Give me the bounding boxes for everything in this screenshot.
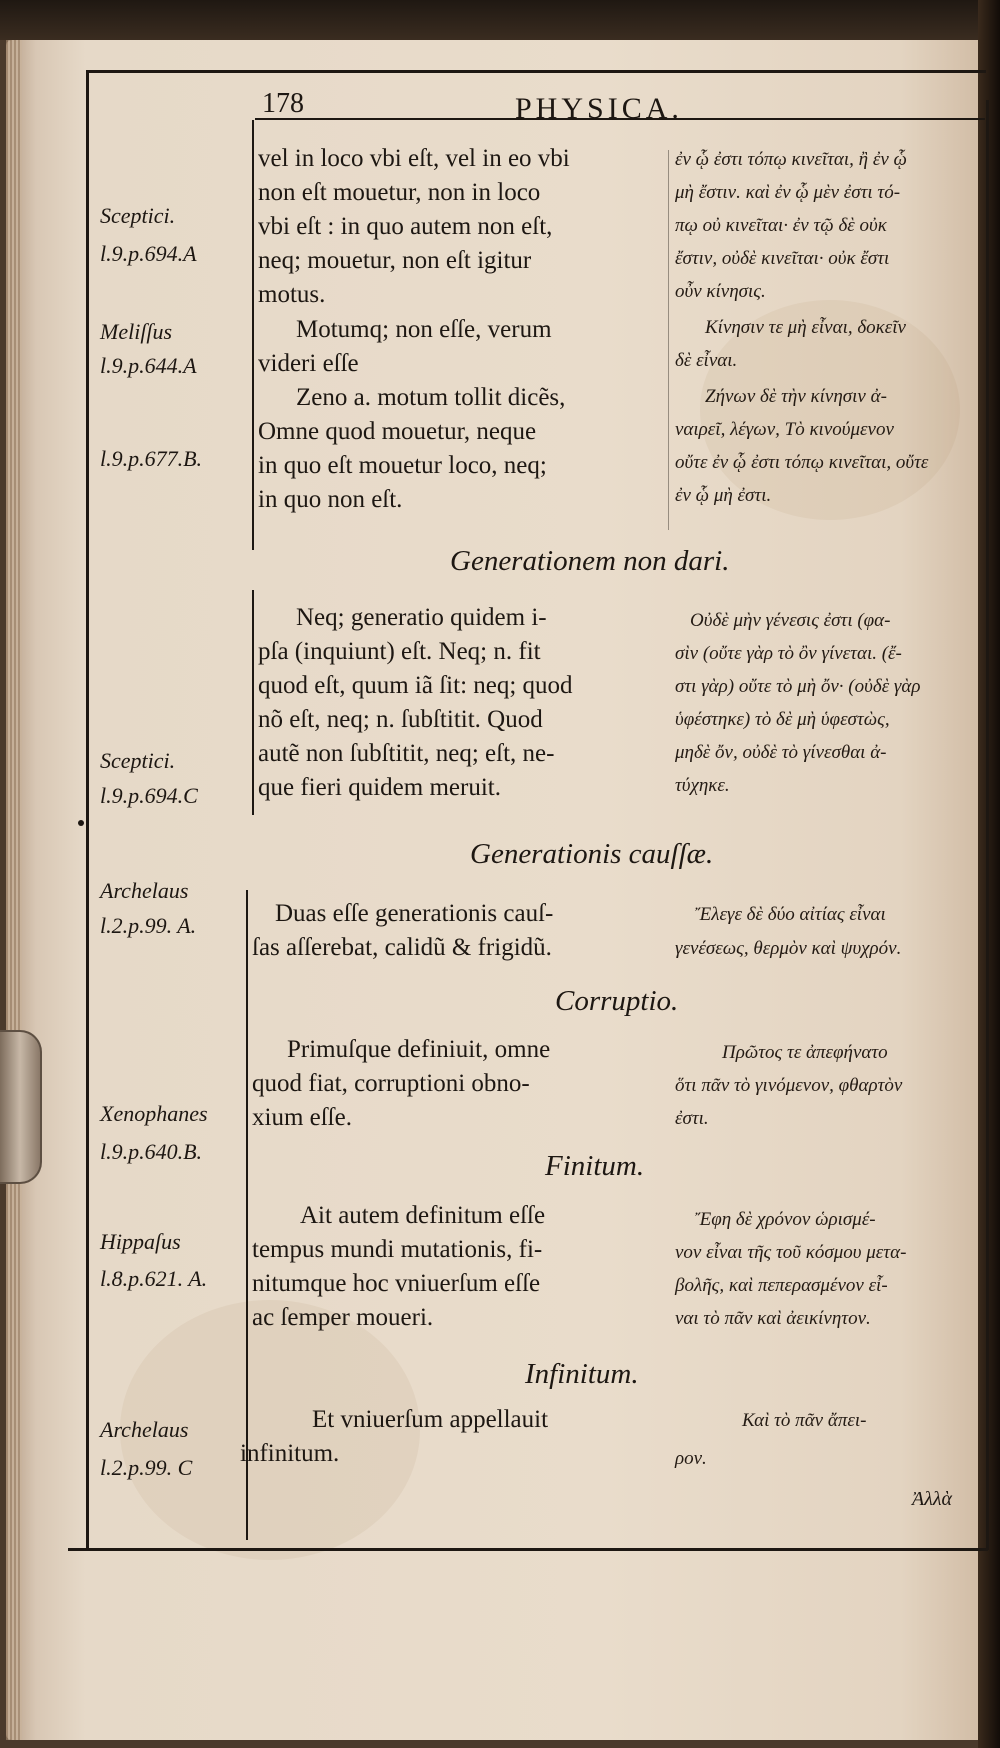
greek-line: ἔστιν, οὐδὲ κινεῖται· οὐκ ἔστι: [675, 248, 890, 269]
greek-line: Κίνησιν τε μὴ εἶναι, δοκεῖν: [705, 317, 906, 338]
latin-line: in quo non eſt.: [258, 486, 403, 513]
latin-line: Et vniuerſum appellauit: [312, 1406, 549, 1433]
greek-line: ὅτι πᾶν τὸ γινόμενον, φθαρτὸν: [675, 1075, 903, 1096]
margin-note: l.9.p.694.A: [100, 241, 197, 266]
greek-line: βολῆς, καὶ πεπερασμένον εἶ-: [675, 1275, 888, 1296]
latin-line: pſa (inquiunt) eſt. Neq; n. fit: [258, 638, 541, 665]
greek-line: ἐν ᾧ ἐστι τόπῳ κινεῖται, ἢ ἐν ᾧ: [675, 149, 907, 170]
latin-line: non eſt mouetur, non in loco: [258, 179, 541, 206]
latin-line: Omne quod mouetur, neque: [258, 418, 537, 445]
margin-note: l.2.p.99. C: [100, 1455, 193, 1480]
left-frame-rule: [86, 70, 89, 1550]
greek-line: σὶν (οὔτε γὰρ τὸ ὂν γίνεται. (ἔ-: [675, 643, 902, 664]
greek-line: Καὶ τὸ πᾶν ἄπει-: [742, 1410, 867, 1431]
latin-line: Primuſque definiuit, omne: [287, 1036, 551, 1063]
greek-line: ἐστι.: [675, 1108, 709, 1129]
latin-line: Zeno a. motum tollit dicẽs,: [296, 384, 566, 411]
latin-line: Neq; generatio quidem i-: [296, 604, 547, 631]
running-title: PHYSICA.: [515, 92, 683, 125]
margin-note: Xenophanes: [100, 1101, 208, 1126]
section-heading: Generationem non dari.: [450, 545, 730, 577]
latin-line: ac ſemper moueri.: [252, 1304, 434, 1331]
greek-line: ρον.: [675, 1448, 707, 1469]
greek-line: μὴ ἔστιν. καὶ ἐν ᾧ μὲν ἐστι τό-: [675, 182, 901, 203]
latin-line: in quo eſt mouetur loco, neq;: [258, 452, 547, 479]
page-edge: [6, 40, 22, 1740]
page-clip: [0, 1030, 42, 1184]
greek-line: ναιρεῖ, λέγων, Τὸ κινούμενον: [675, 419, 894, 440]
top-rule: [86, 70, 986, 73]
greek-line: Πρῶτος τε ἀπεφήνατο: [722, 1042, 888, 1063]
greek-line: τύχηκε.: [675, 775, 730, 796]
greek-line: ὑφέστηκε) τὸ δὲ μὴ ὑφεστὼς,: [675, 709, 890, 730]
greek-line: γενέσεως, θερμὸν καὶ ψυχρόν.: [675, 938, 902, 959]
greek-line: Ἔφη δὲ χρόνον ὡρισμέ-: [695, 1209, 876, 1230]
greek-line: πῳ οὐ κινεῖται· ἐν τῷ δὲ οὐκ: [675, 215, 887, 236]
latin-line: neq; mouetur, non eſt igitur: [258, 247, 532, 274]
greek-line: στι γὰρ) οὔτε τὸ μὴ ὄν· (οὐδὲ γὰρ: [675, 676, 921, 697]
catchword: Ἀλλὰ: [912, 1488, 953, 1510]
ink-dot: [78, 820, 84, 826]
greek-line: δὲ εἶναι.: [675, 350, 738, 371]
greek-line: ναι τὸ πᾶν καὶ ἀεικίνητον.: [675, 1308, 871, 1329]
section-heading: Corruptio.: [555, 985, 679, 1017]
right-frame-rule: [986, 100, 989, 1550]
greek-line: μηδὲ ὄν, οὐδὲ τὸ γίνεσθαι ἀ-: [675, 742, 887, 763]
margin-note: l.2.p.99. A.: [100, 913, 197, 938]
margin-note: Hippaſus: [100, 1229, 181, 1254]
latin-line: quod fiat, corruptioni obno-: [252, 1070, 530, 1097]
background-top: [0, 0, 1000, 40]
latin-line: Duas eſſe generationis cauſ-: [275, 900, 554, 927]
latin-line: tempus mundi mutationis, fi-: [252, 1236, 543, 1263]
page-number: 178: [262, 88, 304, 119]
latin-line: videri eſſe: [258, 350, 359, 377]
margin-note: Meliſſus: [100, 319, 173, 344]
latin-line: Ait autem definitum eſſe: [300, 1202, 546, 1229]
margin-note: l.9.p.694.C: [100, 783, 198, 808]
latin-line: quod eſt, quum iã ſit: neq; quod: [258, 672, 573, 699]
section-heading: Generationis cauſſæ.: [470, 838, 714, 870]
latin-line: que fieri quidem meruit.: [258, 774, 501, 801]
greek-column-rule: [668, 150, 669, 530]
section-heading: Finitum.: [545, 1150, 645, 1182]
greek-line: Ζήνων δὲ τὴν κίνησιν ἀ-: [705, 386, 887, 407]
section-heading: Infinitum.: [525, 1358, 639, 1390]
latin-line: nitumque hoc vniuerſum eſſe: [252, 1270, 541, 1297]
greek-line: Οὐδὲ μὴν γένεσις ἐστι (φα-: [690, 610, 891, 631]
greek-line: Ἔλεγε δὲ δύο αἰτίας εἶναι: [695, 904, 886, 925]
greek-line: ἐν ᾧ μὴ ἐστι.: [675, 485, 772, 506]
latin-line: Motumq; non eſſe, verum: [296, 316, 552, 343]
latin-line: ſas aſſerebat, calidũ & frigidũ.: [252, 934, 552, 961]
margin-note: Sceptici.: [100, 748, 176, 773]
greek-line: οὖν κίνησις.: [675, 281, 766, 302]
latin-line: motus.: [258, 281, 326, 308]
greek-line: οὔτε ἐν ᾧ ἐστι τόπῳ κινεῖται, οὔτε: [675, 452, 929, 473]
latin-line: vel in loco vbi eſt, vel in eo vbi: [258, 145, 570, 172]
book-gutter: [978, 0, 1000, 1748]
margin-note: l.9.p.640.B.: [100, 1139, 203, 1164]
latin-line: autẽ non ſubſtitit, neq; eſt, ne-: [258, 740, 555, 767]
margin-note: l.9.p.677.B.: [100, 446, 203, 471]
latin-line: nõ eſt, neq; n. ſubſtitit. Quod: [258, 706, 543, 733]
greek-line: νον εἶναι τῆς τοῦ κόσμου μετα-: [675, 1242, 907, 1263]
margin-note: Archelaus: [100, 1417, 189, 1442]
margin-note: l.9.p.644.A: [100, 353, 197, 378]
column-rule: [252, 120, 254, 550]
latin-line: vbi eſt : in quo autem non eſt,: [258, 213, 553, 240]
margin-note: Archelaus: [100, 878, 189, 903]
margin-note: Sceptici.: [100, 203, 176, 228]
latin-line: infinitum.: [240, 1440, 340, 1467]
column-rule: [252, 590, 254, 815]
bottom-rule: [68, 1548, 988, 1551]
margin-note: l.8.p.621. A.: [100, 1266, 208, 1291]
latin-line: xium eſſe.: [252, 1104, 352, 1131]
